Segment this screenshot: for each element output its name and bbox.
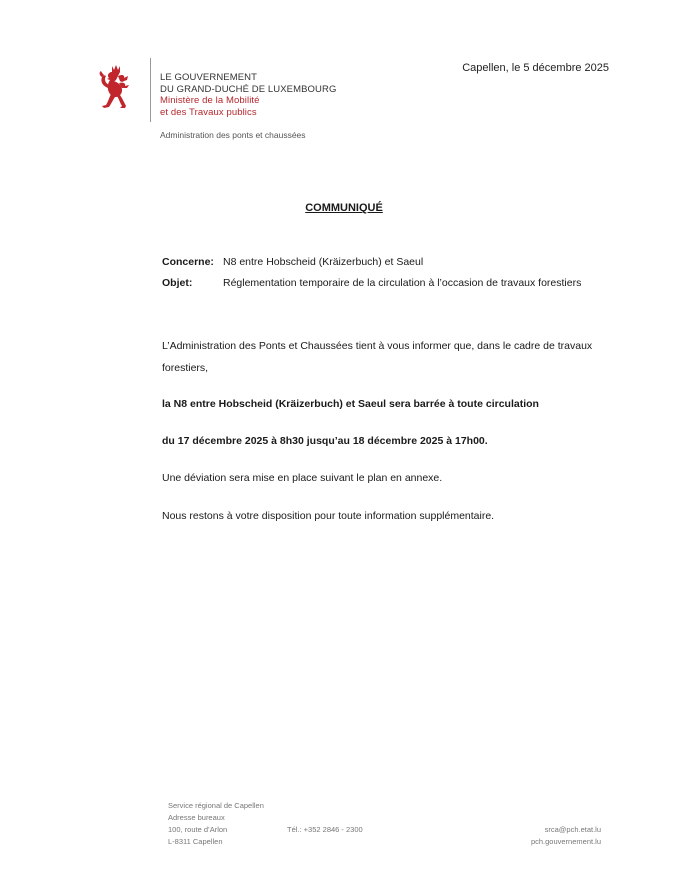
gov-line1: LE GOUVERNEMENT xyxy=(160,72,258,83)
concerne-label: Concerne: xyxy=(162,256,214,268)
footer-city: L-8311 Capellen xyxy=(168,837,223,846)
footer-phone: Tél.: +352 2846 - 2300 xyxy=(287,825,363,834)
luxembourg-lion-logo xyxy=(98,64,140,114)
paragraph-detour: Une déviation sera mise en place suivant le plan en annexe. xyxy=(162,472,443,484)
footer-address-label: Adresse bureaux xyxy=(168,813,225,822)
footer-contact xyxy=(531,824,601,848)
administration-name: Administration des ponts et chaussées xyxy=(160,130,306,140)
footer-website[interactable]: pch.gouvernement.lu xyxy=(530,837,601,846)
ministry-line1: Ministère de la Mobilité xyxy=(160,95,260,106)
footer-service: Service régional de Capellen xyxy=(168,801,264,810)
objet-value: Réglementation temporaire de la circulation à l’occasion de travaux forestiers xyxy=(223,277,582,289)
document-title: COMMUNIQUÉ xyxy=(305,202,383,214)
header-divider xyxy=(150,58,151,122)
paragraph-dates: du 17 décembre 2025 à 8h30 jusqu’au 18 décembre 2025 à 17h00. xyxy=(162,435,488,447)
paragraph-closure: la N8 entre Hobscheid (Kräizerbuch) et Saeul sera barrée à toute circulation xyxy=(162,398,539,410)
ministry-line2: et des Travaux publics xyxy=(160,106,257,118)
footer-email[interactable]: srca@pch.etat.lu xyxy=(544,825,601,834)
objet-label: Objet: xyxy=(162,277,193,289)
government-block xyxy=(160,72,336,118)
footer-address xyxy=(168,800,264,848)
gov-line2: DU GRAND-DUCHÉ DE LUXEMBOURG xyxy=(160,83,337,95)
paragraph-closing: Nous restons à votre disposition pour toute information supplémentaire. xyxy=(162,510,495,522)
letter-date: Capellen, le 5 décembre 2025 xyxy=(462,62,609,74)
concerne-value: N8 entre Hobscheid (Kräizerbuch) et Saeul xyxy=(223,256,424,268)
paragraph-intro: L’Administration des Ponts et Chaussées tient à vous informer que, dans le cadre de travaux forestiers, xyxy=(162,340,593,374)
footer-street: 100, route d’Arlon xyxy=(168,825,228,834)
